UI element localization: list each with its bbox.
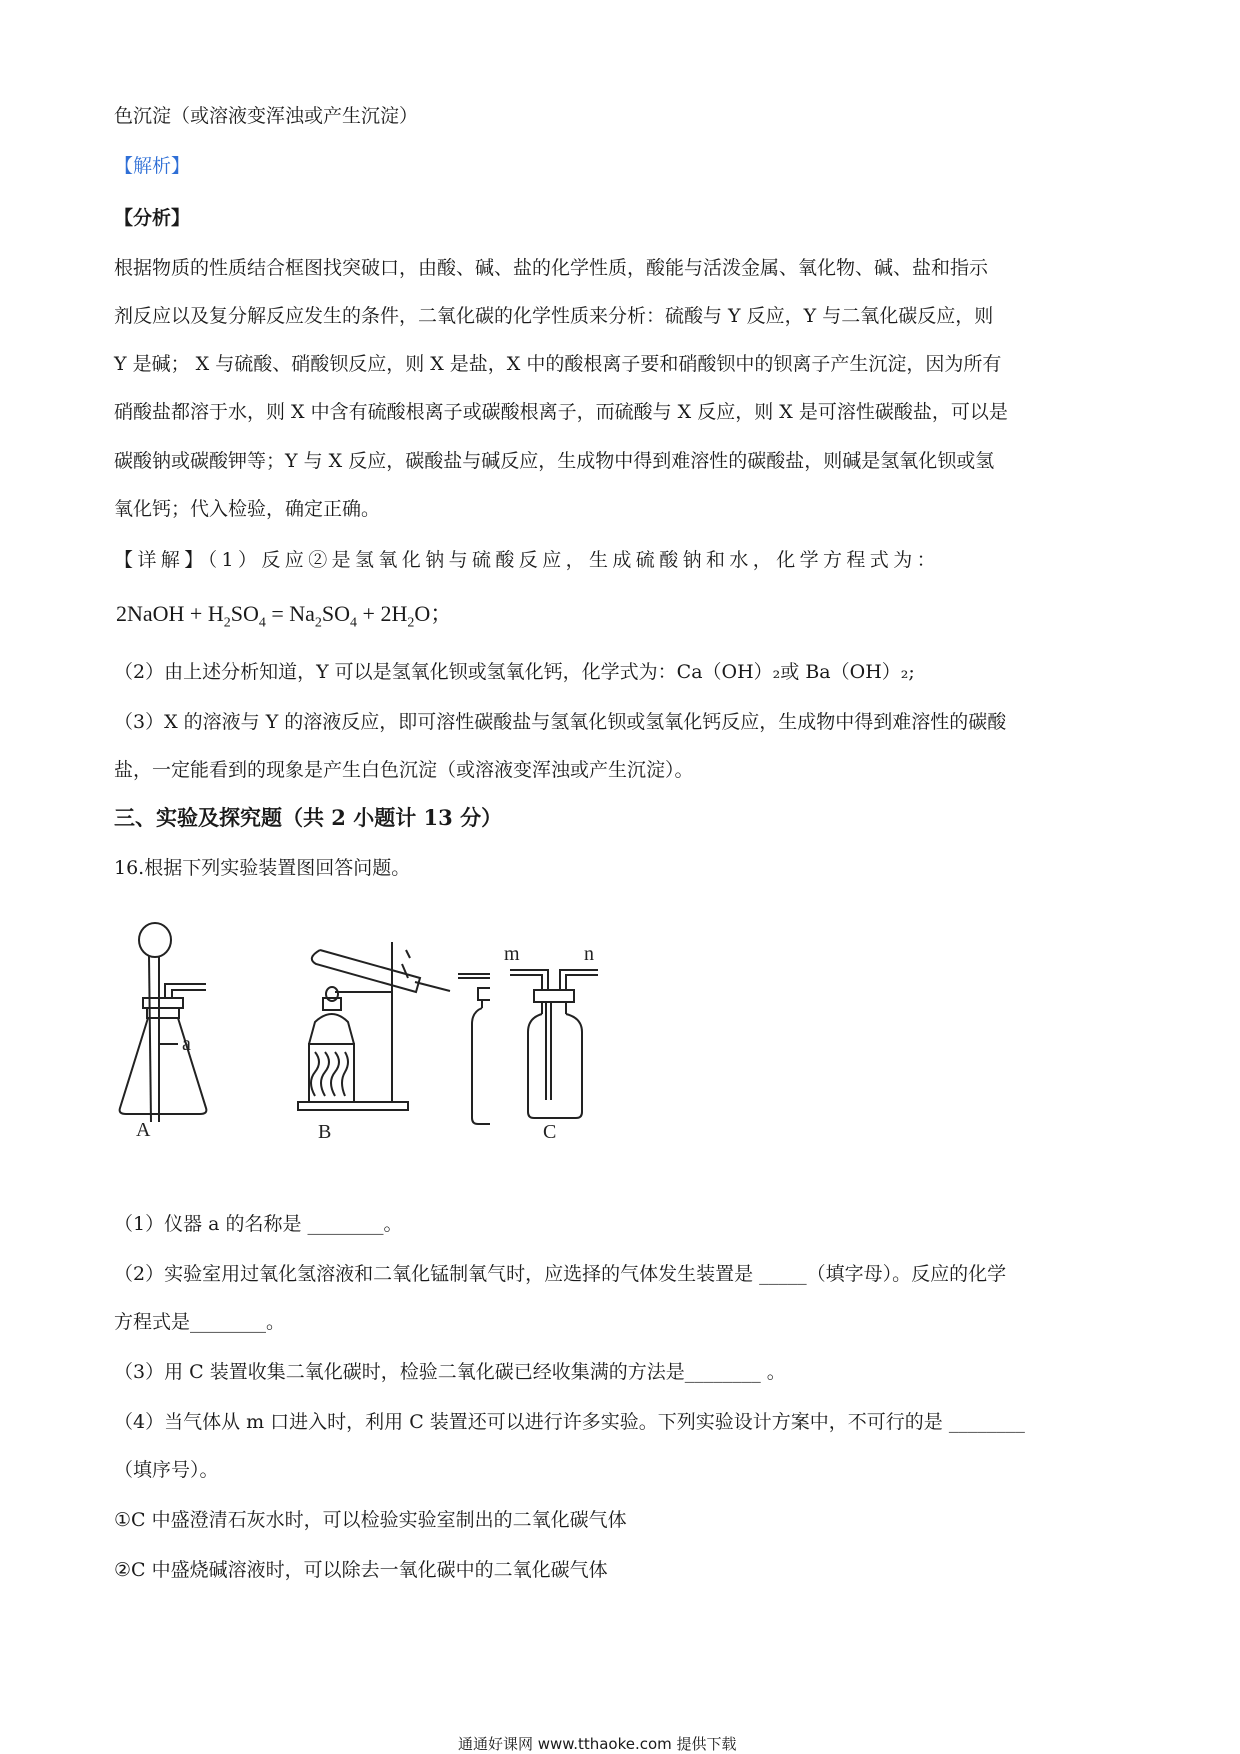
label-n: n bbox=[584, 943, 594, 965]
answer-line: （2）由上述分析知道，Y 可以是氢氧化钡或氢氧化钙，化学式为：Ca（OH）₂或 Ba（OH）₂; bbox=[114, 661, 915, 683]
chemical-equation: 2NaOH + $H_2SO_4 = Na_2SO_4 + 2H_2O$； bbox=[116, 601, 453, 631]
apparatus-c bbox=[458, 974, 490, 1124]
label-A: A bbox=[136, 1119, 151, 1141]
paragraph-line: 硝酸盐都溶于水，则 X 中含有硫酸根离子或碳酸根离子，而硫酸与 X 反应，则 X 是可溶性碳酸盐，可以是 bbox=[114, 401, 1008, 423]
text-line: 色沉淀（或溶液变浑浊或产生沉淀） bbox=[114, 105, 419, 127]
option-item: ②C 中盛烧碱溶液时，可以除去一氧化碳中的二氧化碳气体 bbox=[114, 1559, 608, 1581]
analysis-label: 【解析】 bbox=[114, 155, 191, 177]
sub-question: （3）用 C 装置收集二氧化碳时，检验二氧化碳已经收集满的方法是________ 。 bbox=[114, 1361, 786, 1383]
apparatus-c-figure bbox=[498, 940, 608, 1140]
sub-question: 方程式是________。 bbox=[114, 1311, 286, 1333]
paragraph-line: Y 是碱； X 与硫酸、硝酸钡反应，则 X 是盐，X 中的酸根离子要和硝酸钡中的钡离子产生沉淀，因为所有 bbox=[114, 353, 1002, 375]
answer-line: （3）X 的溶液与 Y 的溶液反应，即可溶性碳酸盐与氢氧化钡或氢氧化钙反应，生成物中得到难溶性的碳酸 bbox=[114, 711, 1007, 733]
option-item: ①C 中盛澄清石灰水时，可以检验实验室制出的二氧化碳气体 bbox=[114, 1509, 627, 1531]
sub-question: （2）实验室用过氧化氢溶液和二氧化锰制氧气时，应选择的气体发生装置是 _____（填字母）。反应的化学 bbox=[114, 1263, 1007, 1285]
label-B: B bbox=[318, 1121, 332, 1142]
detail-line: 【详解】（1）反应②是氢氧化钠与硫酸反应，生成硫酸钠和水，化学方程式为： bbox=[114, 549, 940, 571]
breakdown-label: 【分析】 bbox=[114, 207, 191, 229]
apparatus-figure bbox=[110, 912, 490, 1142]
sub-question: （1）仪器 a 的名称是 ________。 bbox=[114, 1213, 403, 1235]
label-C: C bbox=[543, 1121, 557, 1140]
apparatus-a bbox=[120, 923, 207, 1122]
question-title: 16.根据下列实验装置图回答问题。 bbox=[114, 857, 411, 879]
label-m: m bbox=[504, 943, 520, 965]
sub-question: （4）当气体从 m 口进入时，利用 C 装置还可以进行许多实验。下列实验设计方案中，不可行的是 ________ bbox=[114, 1411, 1025, 1433]
sub-question: （填序号）。 bbox=[114, 1459, 219, 1481]
apparatus-b bbox=[298, 942, 450, 1110]
label-a: a bbox=[182, 1033, 191, 1055]
paragraph-line: 根据物质的性质结合框图找突破口，由酸、碱、盐的化学性质，酸能与活泼金属、氧化物、碱、盐和指示 bbox=[114, 257, 989, 279]
page-footer: 通通好课网 www.tthaoke.com 提供下载 bbox=[458, 1735, 737, 1753]
paragraph-line: 剂反应以及复分解反应发生的条件，二氧化碳的化学性质来分析：硫酸与 Y 反应，Y 与二氧化碳反应，则 bbox=[114, 305, 994, 327]
section-heading: 三、实验及探究题（共 2 小题计 13 分） bbox=[114, 805, 503, 830]
answer-line: 盐，一定能看到的现象是产生白色沉淀（或溶液变浑浊或产生沉淀）。 bbox=[114, 759, 694, 781]
paragraph-line: 氧化钙；代入检验，确定正确。 bbox=[114, 498, 381, 520]
paragraph-line: 碳酸钠或碳酸钾等；Y 与 X 反应，碳酸盐与碱反应，生成物中得到难溶性的碳酸盐，则碱是氢氧化钡或氢 bbox=[114, 450, 995, 472]
